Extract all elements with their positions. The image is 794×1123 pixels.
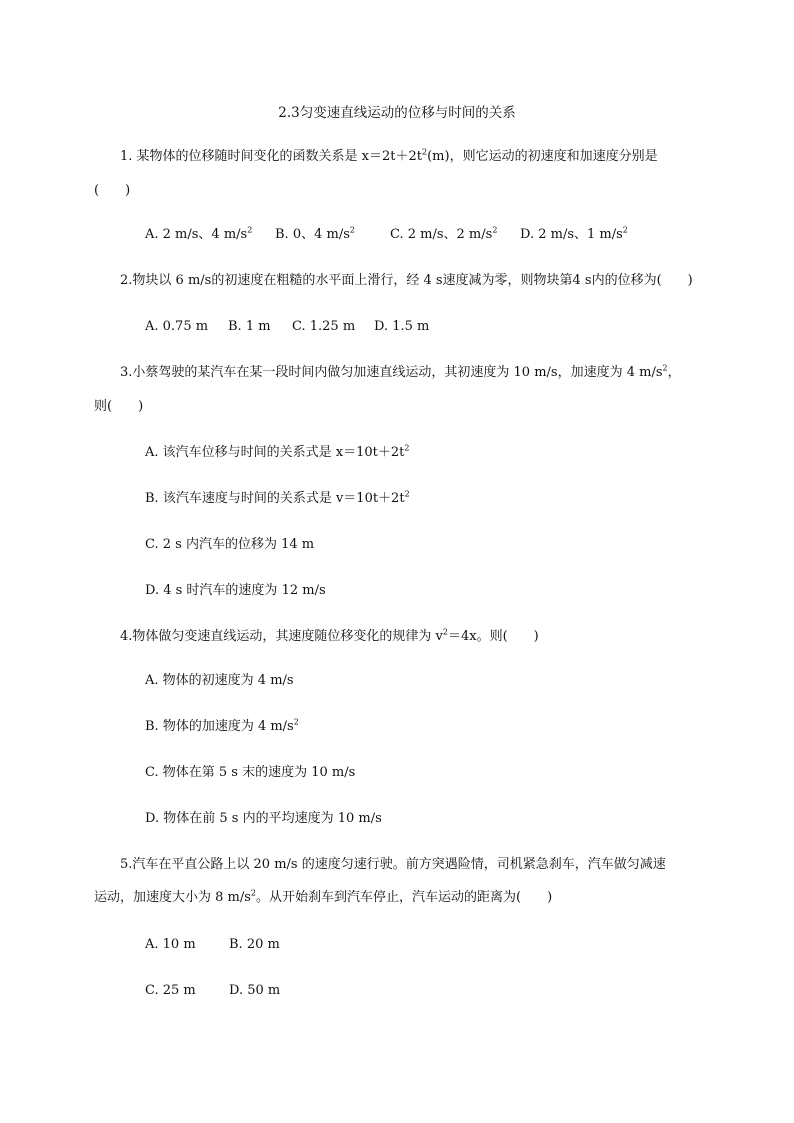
question-5-options-row1 <box>145 936 280 954</box>
question-2-stem: 2.物块以 6 m/s的初速度在粗糙的水平面上滑行，经 4 s速度减为零，则物块第4 s内的位移为( ) <box>120 273 693 288</box>
question-3-stem-continued: 则( ) <box>94 399 144 414</box>
question-5-option-b: B. 20 m <box>229 937 280 952</box>
question-4-option-c: C. 物体在第 5 s 末的速度为 10 m/s <box>145 765 356 780</box>
question-1-option-a: A. 2 m/s、4 $m/s^2$ <box>145 225 253 242</box>
question-5-option-a: A. 10 m <box>145 937 196 952</box>
question-3-stem: 3.小蔡驾驶的某汽车在某一段时间内做匀加速直线运动，其初速度为 10 m/s，加速度为 4 $m/s^2$， <box>120 363 681 380</box>
question-3-option-c: C. 2 s 内汽车的位移为 14 m <box>145 537 315 552</box>
question-4-option-a: A. 物体的初速度为 4 m/s <box>145 673 294 688</box>
question-4-option-b: B. 物体的加速度为 4 $m/s^2$ <box>145 717 299 734</box>
question-2-options <box>145 318 429 336</box>
question-4-stem: 4.物体做匀变速直线运动，其速度随位移变化的规律为 $v^2=4x$。则( ) <box>120 627 539 644</box>
question-5-option-d: D. 50 m <box>229 983 281 998</box>
question-4-option-d: D. 物体在前 5 s 内的平均速度为 10 m/s <box>145 811 382 826</box>
question-2-option-c: C. 1.25 m <box>292 319 356 334</box>
question-5-options-row2 <box>145 982 280 1000</box>
question-3-option-d: D. 4 s 时汽车的速度为 12 m/s <box>145 583 326 598</box>
question-5-option-c: C. 25 m <box>145 983 196 998</box>
question-1-option-d: D. 2 m/s、1 $m/s^2$ <box>520 225 628 242</box>
question-2-option-d: D. 1.5 m <box>374 319 430 334</box>
question-1-stem: 1. 某物体的位移随时间变化的函数关系是 $x=2t+2t^2(m)$，则它运动的初速度和加速度分别是 <box>120 147 658 164</box>
question-1-options <box>145 226 628 244</box>
question-3-option-b: B. 该汽车速度与时间的关系式是 $v=10t+2t^2$ <box>145 489 410 506</box>
question-5-stem: 5.汽车在平直公路上以 20 m/s 的速度匀速行驶。前方突遇险情，司机紧急刹车，汽车做匀减速 <box>120 857 666 872</box>
question-2-option-b: B. 1 m <box>228 319 271 334</box>
question-3-option-a: A. 该汽车位移与时间的关系式是 $x=10t+2t^2$ <box>145 443 410 460</box>
question-5-stem-continued: 运动，加速度大小为 8 $m/s^2$。从开始刹车到汽车停止，汽车运动的距离为( ) <box>94 888 553 905</box>
question-1-answer-paren: ( ) <box>94 183 131 198</box>
page-title: 2.3匀变速直线运动的位移与时间的关系 <box>278 105 516 121</box>
question-2-option-a: A. 0.75 m <box>145 319 209 334</box>
question-1-option-c: C. 2 m/s、2 $m/s^2$ <box>390 225 498 242</box>
question-1-option-b: B. 0、4 $m/s^2$ <box>275 225 355 242</box>
